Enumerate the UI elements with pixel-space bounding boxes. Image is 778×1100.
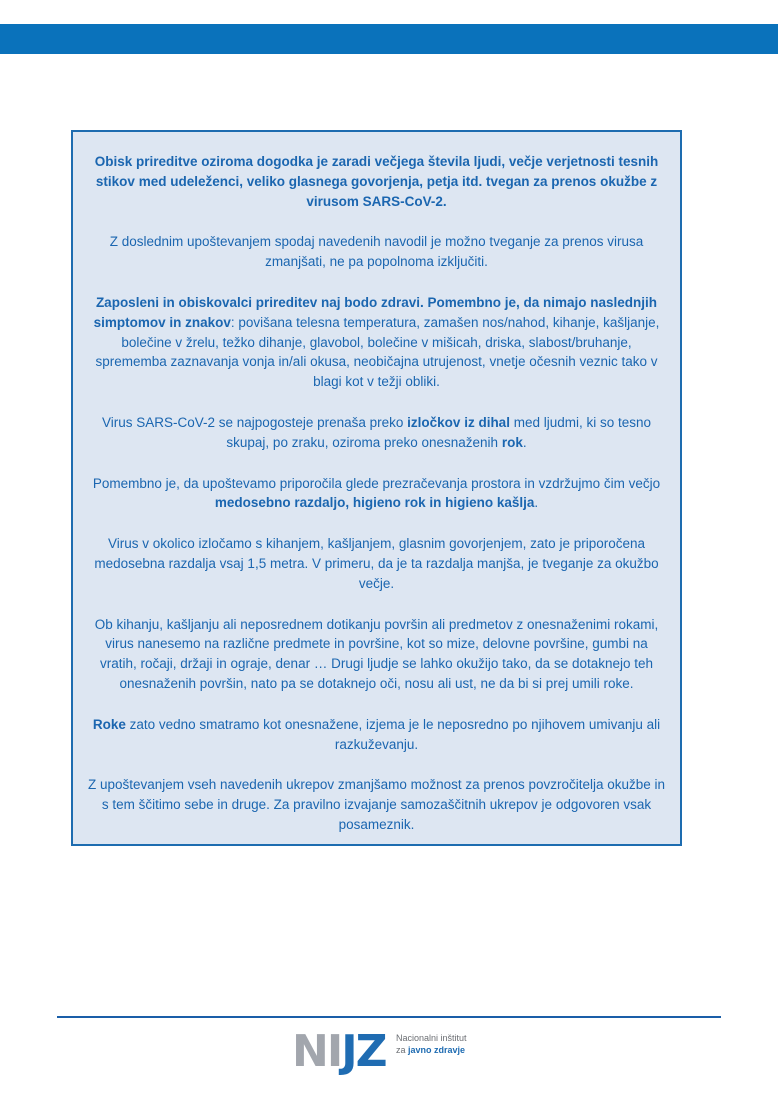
info-box (71, 130, 682, 846)
nijz-logo (292, 1028, 492, 1080)
logo-wordmark: NIJZ (292, 1026, 386, 1077)
institute-name: Nacionalni inštitut za javno zdravje (396, 1033, 467, 1055)
paragraph-responsibility: Z upoštevanjem vseh navedenih ukrepov zmanjšamo možnost za prenos povzročitelja okužbe in s tem ščitimo sebe in druge. Za pravilno izvajanje samozaščitnih ukrepov je odgovoren vsak posameznik. (87, 777, 666, 832)
paragraph-distance: Virus v okolico izločamo s kihanjem, kašljanjem, glasnim govorjenjem, zato je priporočena medosebna razdalja vsaj 1,5 metra. V primeru, da je ta razdalja manjša, je tveganje za okužbo večje. (94, 536, 659, 591)
paragraph-surfaces: Ob kihanju, kašljanju ali neposrednem dotikanju površin ali predmetov z onesnaženimi rokami, virus nanesemo na različne predmete in površine, kot so mize, delovne površine, gumbi na vratih, ročaji, držaji in ograje, denar … Drugi ljudje se lahko okužijo tako, da se dotaknejo teh onesnaženih površin, nato pa se dotaknejo oči, nosu ali ust, ne da bi si prej umili roke. (94, 616, 659, 691)
paragraph-ventilation: Pomembno je, da upoštevamo priporočila glede prezračevanja prostora in vzdržujmo čim večjo medosebno razdaljo, higieno rok in higieno kašlja. (92, 475, 661, 511)
paragraph-reduce-risk: Z doslednim upoštevanjem spodaj navedenih navodil je možno tveganje za prenos virusa zmanjšati, ne pa popolnoma izključiti. (109, 234, 644, 270)
footer-divider (57, 1016, 721, 1018)
paragraph-symptoms: Zaposleni in obiskovalci prireditev naj bodo zdravi. Pomembno je, da nimajo naslednjih simptomov in znakov: povišana telesna temperatura, zamašen nos/nahod, kihanje, kašljanje, bolečine v žrelu, težko dihanje, glavobol, bolečine v mišicah, driska, slabost/bruhanje, sprememba zaznavanja vonja in/ali okusa, neobičajna utrujenost, vnetje očesnih veznic tako v blagi kot v težji obliki. (93, 294, 660, 390)
top-bar (0, 24, 778, 54)
paragraph-risk-intro: Obisk prireditve oziroma dogodka je zaradi večjega števila ljudi, večje verjetnosti tesnih stikov med udeleženci, veliko glasnega govorjenja, petja itd. tvegan za prenos okužbe z virusom SARS-CoV-2. (94, 154, 659, 209)
paragraph-transmission: Virus SARS-CoV-2 se najpogosteje prenaša preko izločkov iz dihal med ljudmi, ki so tesno skupaj, po zraku, oziroma preko onesnaženih rok. (101, 414, 652, 450)
paragraph-hands: Roke zato vedno smatramo kot onesnažene, izjema je le neposredno po njihovem umivanju ali razkuževanju. (92, 716, 661, 752)
